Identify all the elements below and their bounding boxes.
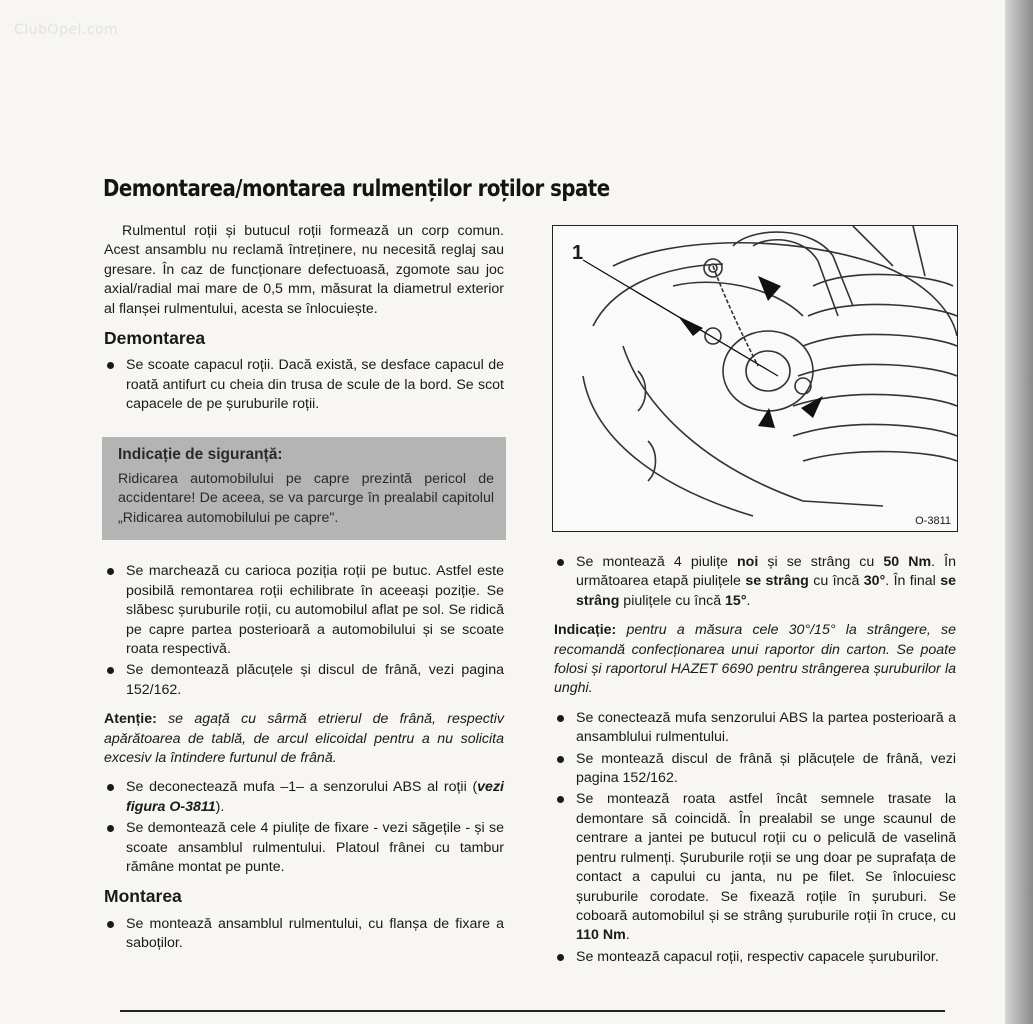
bullet-icon — [107, 667, 114, 674]
list-item: Se montează 4 piulițe noi și se strâng cu 50 Nm. În următoarea etapă piulițele se strâng cu încă 30°. În final se strâng piulițele cu încă 15°. — [554, 553, 956, 611]
section-heading-montare: Montarea — [104, 886, 182, 907]
right-column — [554, 553, 956, 977]
montare-list-c — [554, 709, 956, 967]
bullet-icon — [557, 715, 564, 722]
list-item: Se marchează cu carioca poziția roții pe butuc. Astfel este posibilă remontarea roții echilibrate în aceeași poziție. Se slăbesc șuruburile roții, cu automobilul aflat pe sol. Se ridică pe capre partea posterioară a automobilului și se scoate roata respectivă. — [104, 562, 504, 659]
left-column — [104, 222, 504, 964]
bullet-icon — [107, 784, 114, 791]
list-item: Se scoate capacul roții. Dacă există, se desface capacul de roată antifurt cu cheia din trusa de scule de la bord. Se scot capacele de pe șuruburile roții. — [104, 356, 504, 414]
list-item: Se montează discul de frână și plăcuțele de frână, vezi pagina 152/162. — [554, 750, 956, 789]
wheel-bearing-drawing — [553, 226, 957, 531]
demontare-list-b — [104, 562, 504, 700]
list-item: Se montează ansamblul rulmentului, cu flanșa de fixare a saboților. — [104, 915, 504, 954]
list-item: Se demontează plăcuțele și discul de frână, vezi pagina 152/162. — [104, 661, 504, 700]
demontare-list-a — [104, 356, 504, 414]
figure-code: O-3811 — [915, 515, 951, 527]
list-item: Se demontează cele 4 piulițe de fixare - vezi săgețile - și se scoate ansamblul rulmentului. Platoul frânei cu tambur rămâne montat pe punte. — [104, 819, 504, 877]
watermark: ClubOpel.com — [14, 22, 119, 38]
list-item: Se deconectează mufa –1– a senzorului ABS al roții (vezi figura O-3811). — [104, 778, 504, 817]
list-item: Se conectează mufa senzorului ABS la partea posterioară a ansamblului rulmentului. — [554, 709, 956, 748]
montare-list-b — [554, 553, 956, 611]
figure-callout-1: 1 — [572, 242, 584, 264]
bullet-icon — [557, 954, 564, 961]
bullet-icon — [107, 921, 114, 928]
list-item: Se montează roata astfel încât semnele trasate la demontare să coincidă. În prealabil se unge scaunul de centrare a jantei pe butucul roții cu o peliculă de vaselină pentru rulmenți. Șuruburile roții se ung doar pe suprafața de contact a capului cu janta, nu pe filet. Se înlocuiesc șuruburile corodate. Se fixează roțile în șuruburi. Se coboară automobilul și se strâng șuruburile roții în cruce, cu 110 Nm. — [554, 790, 956, 945]
figure-reference: vezi figura O-3811 — [126, 779, 504, 815]
intro-paragraph: Rulmentul roții și butucul roții formează un corp comun. Acest ansamblu nu reclamă întreținere, nu necesită reglaj sau gresare. În caz de funcționare defectuoasă, zgomote sau joc axial/radial mai mare de 0,5 mm, măsurat la diametrul exterior al flanșei rulmentului, acesta se înlocuiește. — [104, 223, 504, 317]
safety-heading: Indicație de siguranță: — [118, 445, 283, 463]
bullet-icon — [107, 825, 114, 832]
demontare-list-c — [104, 778, 504, 877]
safety-box — [102, 437, 506, 541]
atentie-note: Atenție: se agață cu sârmă etrierul de frână, respectiv apărătoarea de tablă, de arcul elicoidal pentru a nu solicita excesiv la întindere furtunul de frână. — [104, 711, 504, 766]
page-title: Demontarea/montarea rulmenților roților spate — [103, 176, 610, 202]
footer-rule — [120, 1010, 945, 1012]
page-edge-shadow — [1005, 0, 1033, 1024]
bullet-icon — [107, 568, 114, 575]
safety-body: Ridicarea automobilului pe capre prezintă pericol de accidentare! De aceea, se va parcurge în prealabil capitolul „Ridicarea automobilului pe capre". — [118, 471, 494, 526]
indicatie-note: Indicație: pentru a măsura cele 30°/15° la strângere, se recomandă confecționarea unui raportor din carton. Se poate folosi și raportorul HAZET 6690 pentru strângerea șuruburilor la unghi. — [554, 622, 956, 697]
figure-o-3811 — [552, 225, 958, 532]
bullet-icon — [107, 362, 114, 369]
list-item: Se montează capacul roții, respectiv capacele șuruburilor. — [554, 948, 956, 967]
section-heading-demontare: Demontarea — [104, 328, 206, 349]
bullet-icon — [557, 796, 564, 803]
montare-list-a — [104, 915, 504, 954]
bullet-icon — [557, 559, 564, 566]
bullet-icon — [557, 756, 564, 763]
